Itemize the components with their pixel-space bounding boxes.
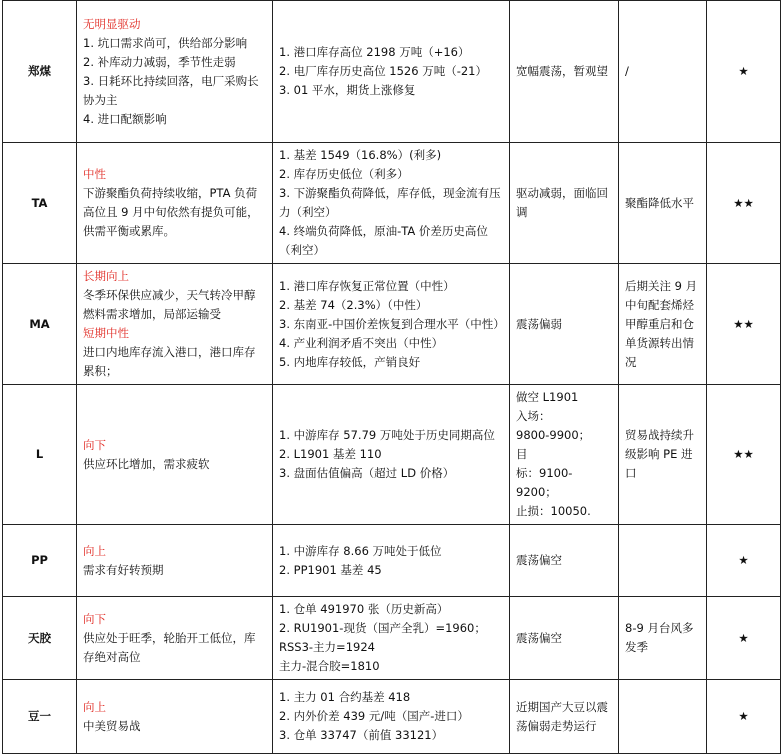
indicator-line: RSS3-主力=1924: [279, 640, 375, 654]
driver-cell: [77, 680, 273, 754]
strategy-line: 近期国产大豆以震荡偏弱走势运行: [516, 699, 608, 733]
rating-stars: ★★: [707, 143, 781, 264]
indicator-line: 2. 内外价差 439 元/吨（国产-进口）: [279, 709, 469, 723]
driver-title: 无明显驱动: [83, 16, 141, 31]
driver-line: 冬季环保供应减少，天气转冷甲醇燃料需求增加，局部运输受: [83, 288, 256, 321]
indicator-line: 1. 基差 1549（16.8%）(利多): [279, 148, 442, 162]
driver-cell: [77, 264, 273, 385]
strategy-cell: [510, 1, 619, 143]
commodity-table: [2, 0, 781, 754]
risk-cell: [619, 143, 707, 264]
table-row: [3, 1, 781, 143]
strategy-line: 驱动减弱，面临回调: [516, 186, 608, 219]
strategy-line: 目: [516, 447, 528, 461]
strategy-cell: [510, 597, 619, 680]
driver-title: 向上: [83, 699, 106, 714]
indicator-line: 3. 盘面估值偏高（超过 LD 价格）: [279, 466, 455, 480]
strategy-line: 宽幅震荡，暂观望: [516, 64, 608, 78]
indicator-line: 2. PP1901 基差 45: [279, 562, 382, 577]
risk-line: 8-9 月台风多发季: [625, 621, 694, 654]
table-row: [3, 264, 781, 385]
driver-line: 进口内地库存流入港口，港口库存累积；: [83, 345, 256, 378]
driver-line: 供应处于旺季，轮胎开工低位，库存绝对高位: [83, 630, 256, 664]
commodity-name: L: [3, 385, 77, 525]
indicator-line: 1. 仓单 491970 张（历史新高）: [279, 602, 449, 616]
indicator-line: 2. L1901 基差 110: [279, 447, 382, 461]
strategy-line: 标：9100-9200；: [516, 466, 573, 499]
strategy-line: 入场：: [516, 409, 551, 423]
indicator-line: 3. 01 平水，期货上涨修复: [279, 83, 416, 97]
indicator-cell: [273, 143, 510, 264]
risk-cell: [619, 264, 707, 385]
risk-cell: [619, 680, 707, 754]
indicator-line: 4. 终端负荷降低，原油-TA 价差历史高位（利空）: [279, 224, 488, 257]
risk-line: /: [625, 64, 629, 78]
risk-line: 后期关注 9 月中旬配套烯烃甲醇重启和仓单货源转出情况: [625, 278, 698, 369]
driver-line: 1. 坑口需求尚可，供给部分影响: [83, 35, 248, 50]
rating-stars: ★: [707, 525, 781, 597]
driver-title: 向下: [83, 611, 106, 626]
indicator-cell: [273, 264, 510, 385]
driver-line: 供应环比增加，需求疲软: [83, 456, 210, 471]
strategy-line: 做空 L1901: [516, 390, 579, 404]
rating-stars: ★★: [707, 264, 781, 385]
driver-line: 3. 日耗环比持续回落，电厂采购长协为主: [83, 73, 259, 107]
driver-line: 下游聚酯负荷持续收缩，PTA 负荷高位且 9 月中旬依然有提负可能，供需平衡或累库。: [83, 186, 259, 238]
driver-cell: [77, 143, 273, 264]
strategy-line: 震荡偏空: [516, 630, 562, 645]
indicator-line: 2. RU1901-现货（国产全乳）=1960；: [279, 621, 486, 635]
strategy-line: 震荡偏弱: [516, 316, 562, 331]
driver-title: 向下: [83, 437, 106, 452]
indicator-line: 1. 港口库存恢复正常位置（中性）: [279, 278, 455, 293]
driver-title: 向上: [83, 543, 106, 558]
commodity-name: MA: [3, 264, 77, 385]
indicator-line: 5. 内地库存较低，产销良好: [279, 354, 421, 369]
driver-cell: [77, 525, 273, 597]
indicator-cell: [273, 525, 510, 597]
indicator-cell: [273, 385, 510, 525]
indicator-line: 3. 仓单 33747（前值 33121）: [279, 728, 444, 742]
indicator-line: 1. 中游库存 57.79 万吨处于历史同期高位: [279, 428, 495, 442]
strategy-cell: [510, 525, 619, 597]
driver-line: 4. 进口配额影响: [83, 111, 167, 126]
commodity-name: 豆一: [3, 680, 77, 754]
rating-stars: ★★: [707, 385, 781, 525]
driver-line: 2. 补库动力减弱，季节性走弱: [83, 54, 236, 69]
indicator-line: 1. 中游库存 8.66 万吨处于低位: [279, 543, 442, 558]
risk-cell: [619, 385, 707, 525]
indicator-line: 主力-混合胶=1810: [279, 659, 380, 673]
driver-cell: [77, 597, 273, 680]
strategy-line: 9800-9900；: [516, 428, 591, 442]
rating-stars: ★: [707, 597, 781, 680]
driver-line: 需求有好转预期: [83, 562, 164, 577]
strategy-cell: [510, 385, 619, 525]
indicator-line: 2. 电厂库存历史高位 1526 万吨（-21）: [279, 64, 487, 78]
rating-stars: ★: [707, 680, 781, 754]
strategy-cell: [510, 264, 619, 385]
strategy-cell: [510, 680, 619, 754]
risk-cell: [619, 525, 707, 597]
commodity-name: 郑煤: [3, 1, 77, 143]
indicator-line: 3. 下游聚酯负荷降低，库存低，现金流有压力（利空）: [279, 186, 501, 219]
strategy-cell: [510, 143, 619, 264]
strategy-line: 震荡偏空: [516, 553, 562, 567]
table-row: [3, 525, 781, 597]
table-row: [3, 143, 781, 264]
table-row: [3, 680, 781, 754]
indicator-cell: [273, 1, 510, 143]
indicator-cell: [273, 680, 510, 754]
commodity-name: TA: [3, 143, 77, 264]
commodity-name: 天胶: [3, 597, 77, 680]
indicator-line: 3. 东南亚-中国价差恢复到合理水平（中性）: [279, 316, 505, 331]
indicator-line: 4. 产业利润矛盾不突出（中性）: [279, 335, 444, 350]
risk-cell: [619, 597, 707, 680]
indicator-line: 1. 港口库存高位 2198 万吨（+16）: [279, 45, 470, 59]
risk-line: 贸易战持续升级影响 PE 进口: [625, 428, 694, 480]
indicator-line: 1. 主力 01 合约基差 418: [279, 690, 411, 704]
risk-cell: [619, 1, 707, 143]
driver-line: 中美贸易战: [83, 718, 141, 733]
rating-stars: ★: [707, 1, 781, 143]
table-row: [3, 597, 781, 680]
commodity-name: PP: [3, 525, 77, 597]
driver-cell: [77, 385, 273, 525]
driver-cell: [77, 1, 273, 143]
indicator-line: 2. 库存历史低位（利多）: [279, 167, 409, 181]
table-row: [3, 385, 781, 525]
indicator-cell: [273, 597, 510, 680]
risk-line: 聚酯降低水平: [625, 195, 694, 210]
indicator-line: 2. 基差 74（2.3%）（中性）: [279, 297, 428, 312]
driver-title: 长期向上: [83, 269, 129, 283]
driver-title: 中性: [83, 167, 106, 181]
strategy-line: 止损：10050.: [516, 504, 591, 518]
driver-title: 短期中性: [83, 326, 129, 340]
